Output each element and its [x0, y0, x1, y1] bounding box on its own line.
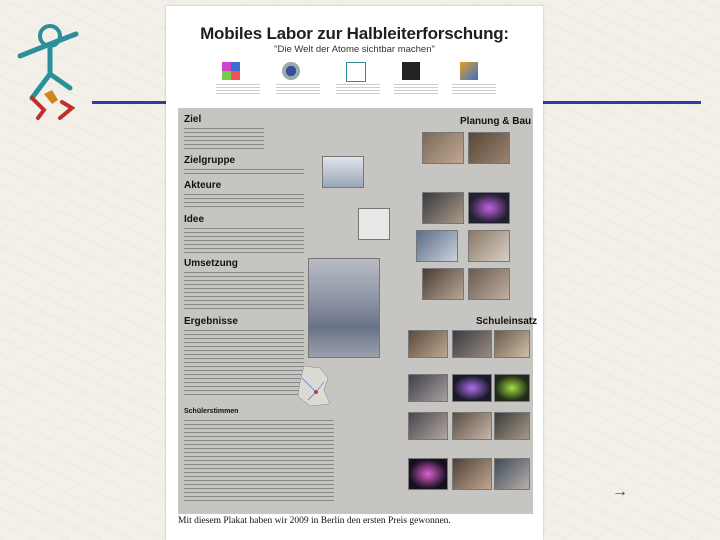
partner-logo-text — [216, 84, 260, 96]
photo-lab-2 — [468, 230, 510, 262]
ergebnisse-text — [184, 330, 304, 396]
idee-text — [184, 228, 304, 254]
partner-logo-text — [394, 84, 438, 96]
photo-school-7 — [494, 412, 530, 440]
poster-title: Mobiles Labor zur Halbleiterforschung: — [200, 24, 509, 43]
poster-footer-caption: Mit diesem Plakat haben wir 2009 in Berlin den ersten Preis gewonnen. — [178, 516, 451, 526]
photo-students-1 — [422, 268, 464, 300]
apparatus-photo — [308, 258, 380, 358]
zielgruppe-text — [184, 169, 304, 175]
section-heading-akteure: Akteure — [184, 180, 222, 191]
diagram-photo — [358, 208, 390, 240]
photo-plasma-3 — [494, 374, 530, 402]
accent-line-right — [543, 101, 701, 104]
photo-school-9 — [494, 458, 530, 490]
accent-line-left — [92, 101, 166, 104]
photo-plasma-4 — [408, 458, 448, 490]
akteure-text — [184, 194, 304, 210]
partner-logo-text — [452, 84, 496, 96]
photo-lab-1 — [416, 230, 458, 262]
photo-school-2 — [452, 330, 492, 358]
partner-logo — [282, 62, 300, 80]
vacuum-chamber-photo — [322, 156, 364, 188]
photo-school-3 — [494, 330, 530, 358]
partner-logo — [346, 62, 366, 82]
photo-team-1 — [422, 192, 464, 224]
section-heading-ziel: Ziel — [184, 114, 202, 125]
photo-school-6 — [452, 412, 492, 440]
umsetzung-text — [184, 272, 304, 310]
partner-logo — [460, 62, 478, 80]
partner-logo — [222, 62, 240, 80]
photo-plasma-1 — [468, 192, 510, 224]
section-heading-umsetzung: Umsetzung — [184, 258, 238, 269]
partner-logo-text — [336, 84, 380, 96]
photo-school-1 — [408, 330, 448, 358]
photo-students-2 — [468, 268, 510, 300]
partner-logo-text — [276, 84, 320, 96]
photo-school-5 — [408, 412, 448, 440]
section-heading-zielgruppe: Zielgruppe — [184, 155, 236, 166]
poster-subtitle: "Die Welt der Atome sichtbar machen" — [274, 44, 435, 55]
photo-workshop-1 — [422, 132, 464, 164]
section-heading-schuleinsatz: Schuleinsatz — [476, 316, 538, 327]
section-heading-ergebnisse: Ergebnisse — [184, 316, 238, 327]
germany-map — [290, 364, 338, 408]
section-heading-schuelerstimmen: Schülerstimmen — [184, 408, 239, 415]
schuelerstimmen-text — [184, 420, 334, 502]
photo-workshop-2 — [468, 132, 510, 164]
ziel-text — [184, 128, 264, 150]
section-heading-planung: Planung & Bau — [460, 116, 532, 127]
section-heading-idee: Idee — [184, 214, 205, 225]
poster-content-panel — [178, 108, 538, 514]
next-arrow-icon[interactable]: → — [612, 483, 628, 500]
photo-school-4 — [408, 374, 448, 402]
partner-logo — [402, 62, 420, 80]
photo-school-8 — [452, 458, 492, 490]
poster — [166, 6, 543, 540]
photo-plasma-2 — [452, 374, 492, 402]
partner-logos — [216, 62, 506, 102]
stick-figure-logo — [14, 14, 94, 124]
